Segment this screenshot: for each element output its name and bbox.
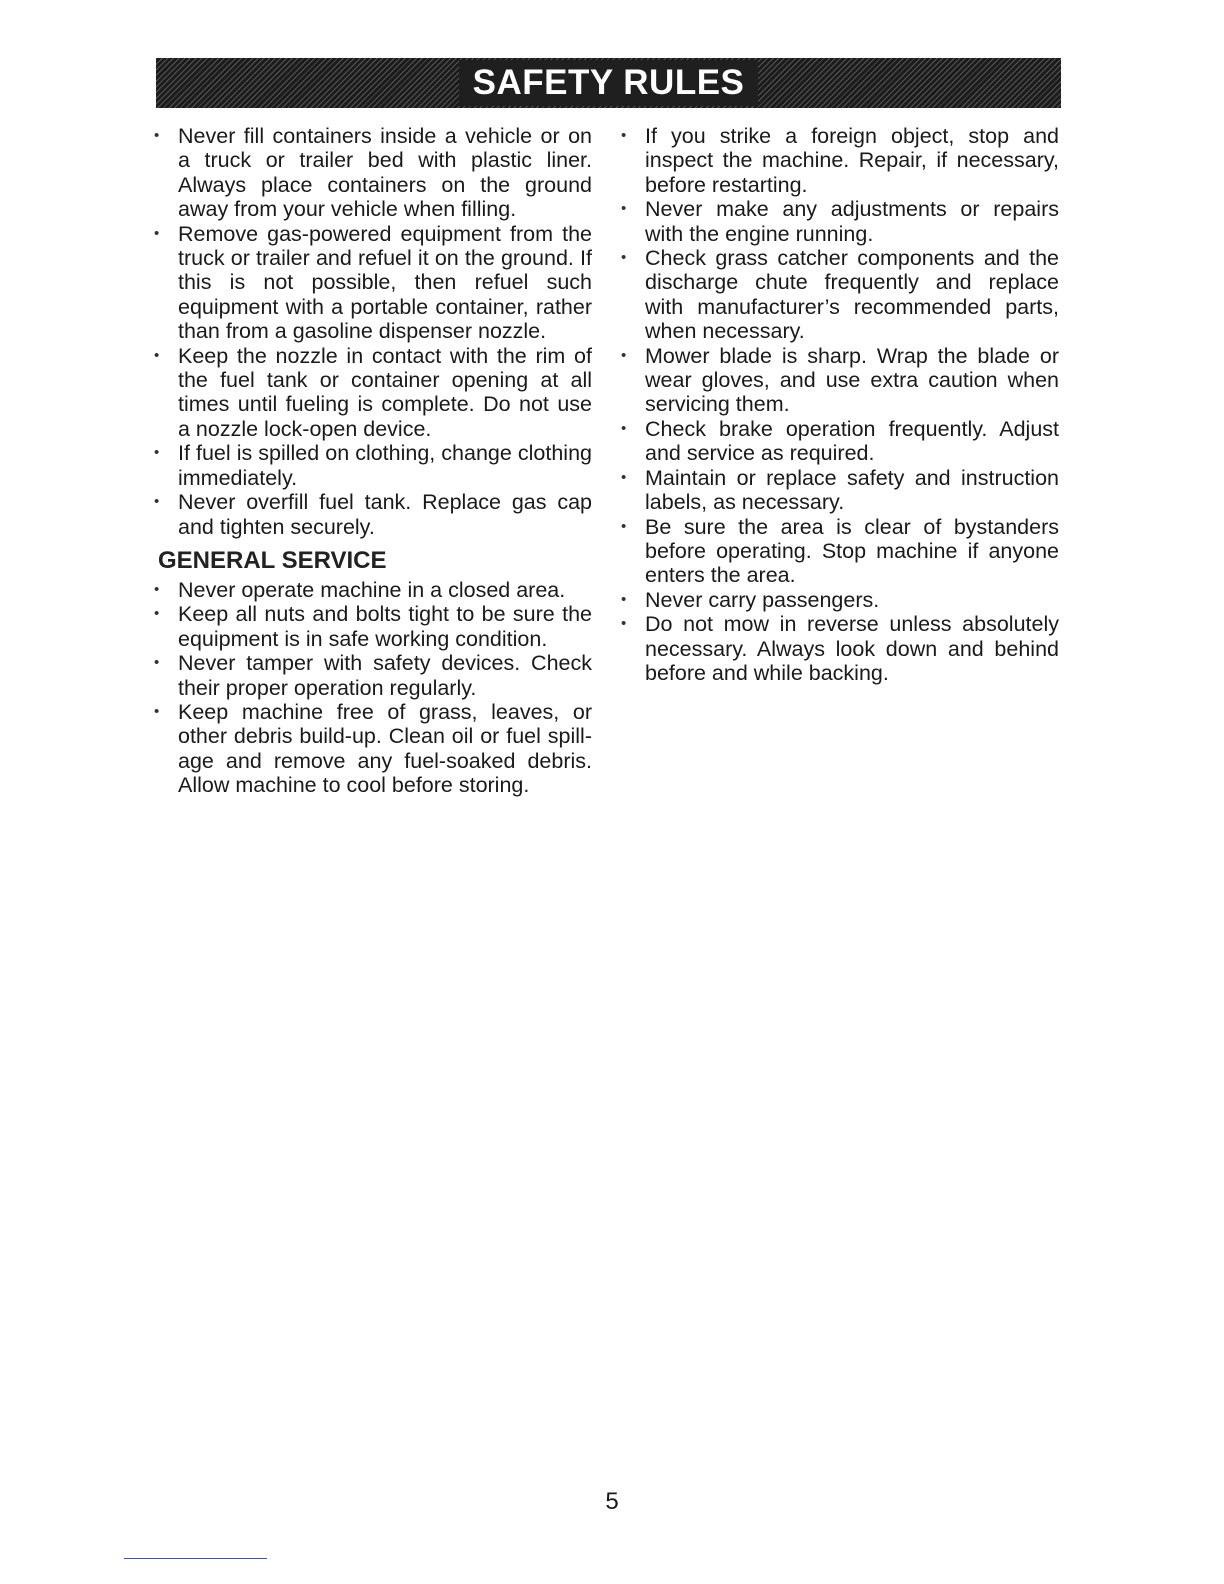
list-item: • Never make any adjustments or repairs with the engine running. — [645, 197, 1059, 246]
list-item: • Check brake operation frequently. Adjust and service as required. — [645, 417, 1059, 466]
list-item: • Be sure the area is clear of bystanders before operating. Stop machine if anyone enters the area. — [645, 515, 1059, 588]
list-item: • Never operate machine in a closed area. — [178, 578, 592, 602]
list-item: • Keep machine free of grass, leaves, or other debris build-up. Clean oil or fuel spill-age and remove any fuel-soaked debris. Allow machine to cool before storing. — [178, 700, 592, 798]
section-heading-general-service: GENERAL SERVICE — [158, 546, 387, 574]
list-item: • Never overfill fuel tank. Replace gas cap and tighten securely. — [178, 490, 592, 539]
list-item: • Remove gas-powered equipment from the truck or trailer and refuel it on the ground. If this is not possible, then refuel such equipment with a portable container, rather than from a gasoline dispenser nozzle. — [178, 222, 592, 344]
list-item: • Never tamper with safety devices. Check their proper operation regularly. — [178, 651, 592, 700]
fueling-rules-list — [178, 124, 592, 539]
operation-rules-list — [645, 124, 1059, 685]
list-item: • Mower blade is sharp. Wrap the blade or wear gloves, and use extra caution when servicing them. — [645, 344, 1059, 417]
list-item: • Keep the nozzle in contact with the rim of the fuel tank or container opening at all times until fueling is complete. Do not use a nozzle lock-open device. — [178, 344, 592, 442]
list-item: • Do not mow in reverse unless absolutely necessary. Always look down and behind before and while backing. — [645, 612, 1059, 685]
section-banner — [156, 58, 1061, 108]
page-number: 5 — [605, 1488, 619, 1515]
list-item: • Never carry passengers. — [645, 588, 1059, 612]
general-service-list — [178, 578, 592, 798]
footer-divider — [124, 1558, 267, 1559]
list-item: • Never fill containers inside a vehicle or on a truck or trailer bed with plastic liner. Always place containers on the ground away from your vehicle when filling. — [178, 124, 592, 222]
list-item: • If you strike a foreign object, stop and inspect the machine. Repair, if necessary, before restarting. — [645, 124, 1059, 197]
page-title: SAFETY RULES — [459, 60, 759, 106]
list-item: • Keep all nuts and bolts tight to be sure the equipment is in safe working condition. — [178, 602, 592, 651]
right-column — [645, 124, 1059, 685]
list-item: • Maintain or replace safety and instruction labels, as necessary. — [645, 466, 1059, 515]
left-column — [158, 124, 592, 798]
list-item: • If fuel is spilled on clothing, change clothing immediately. — [178, 441, 592, 490]
list-item: • Check grass catcher components and the discharge chute frequently and replace with manufacturer’s recommended parts, when necessary. — [645, 246, 1059, 344]
